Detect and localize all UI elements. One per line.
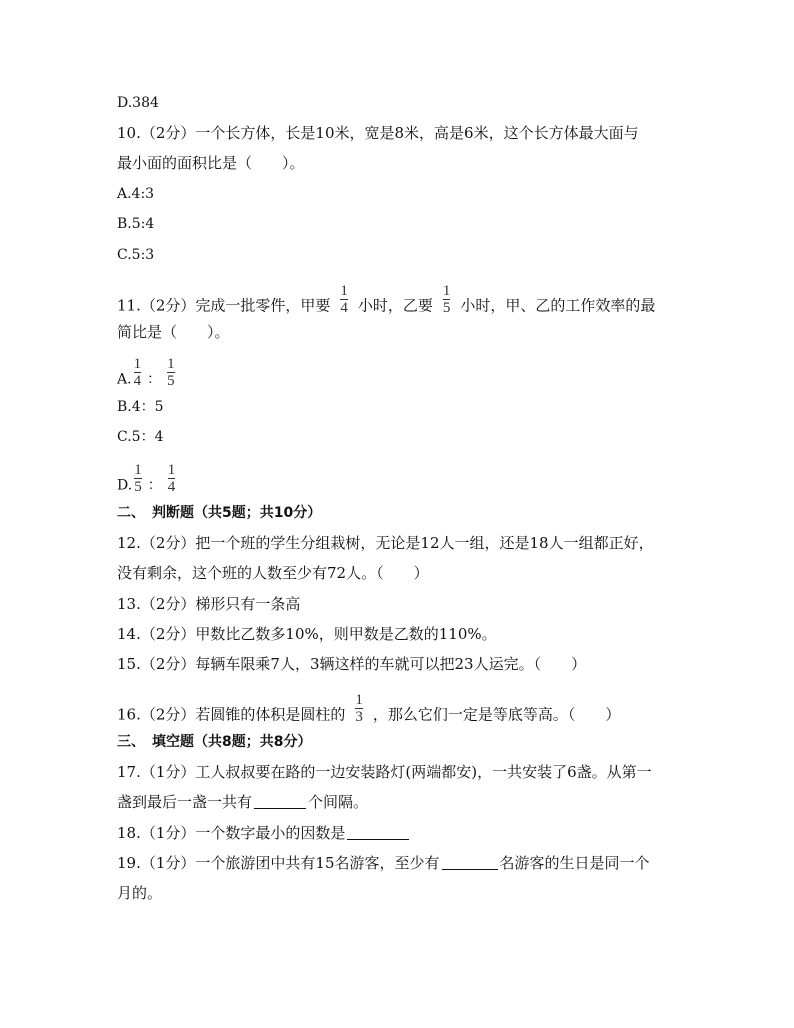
section-heading-judgment: 二、 判断题（共5题；共10分） xyxy=(117,505,322,521)
question-11-option-c: C.5：4 xyxy=(117,429,164,445)
section-heading-fill-in: 三、 填空题（共8题；共8分） xyxy=(117,734,312,750)
question-11-option-a: A. $\frac{1}{4}$ ： $\frac{1}{5}$ xyxy=(117,356,175,389)
question-11-text-b: 小时，乙要 xyxy=(357,296,433,315)
question-11-option-b: B.4：5 xyxy=(117,399,164,415)
question-10-option-a: A.4:3 xyxy=(117,186,155,202)
question-19-line2: 月的。 xyxy=(117,884,163,902)
question-17-line1: 17.（1分）工人叔叔要在路的一边安装路灯(两端都安)，一共安装了6盏。从第一 xyxy=(117,763,652,781)
question-10-option-c: C.5:3 xyxy=(117,247,155,263)
question-11-line1 xyxy=(117,283,656,322)
question-10-option-b: B.5:4 xyxy=(117,216,155,232)
question-11-text-c: 小时，甲、乙的工作效率的最 xyxy=(460,296,656,315)
question-18: 18.（1分）一个数字最小的因数是 xyxy=(117,823,411,843)
fraction-one-quarter: $\frac{1}{4}$ xyxy=(340,283,348,316)
question-13: 13.（2分）梯形只有一条高 xyxy=(117,595,301,613)
question-11-option-d: D. $\frac{1}{5}$ ： $\frac{1}{4}$ xyxy=(117,462,176,495)
fraction-one-fifth: $\frac{1}{5}$ xyxy=(442,283,451,316)
answer-blank[interactable] xyxy=(442,855,498,870)
question-10-line1: 10.（2分）一个长方体，长是10米，宽是8米，高是6米，这个长方体最大面与 xyxy=(117,124,639,142)
question-15: 15.（2分）每辆车限乘7人，3辆这样的车就可以把23人运完。（ ） xyxy=(117,655,587,673)
question-19-line1: 19.（1分）一个旅游团中共有15名游客，至少有 名游客的生日是同一个 xyxy=(117,854,650,872)
fraction-one-quarter: $\frac{1}{4}$ xyxy=(133,356,142,389)
answer-blank[interactable] xyxy=(254,794,306,809)
fraction-one-fifth: $\frac{1}{5}$ xyxy=(134,462,142,495)
question-12-line2: 没有剩余，这个班的人数至少有72人。（ ） xyxy=(117,564,429,582)
question-17-line2: 盏到最后一盏一共有 个间隔。 xyxy=(117,793,369,811)
question-11-text-a: 11.（2分）完成一批零件，甲要 xyxy=(117,296,331,315)
question-10-line2: 最小面的面积比是（ ）。 xyxy=(117,154,305,172)
question-16: 16.（2分）若圆锥的体积是圆柱的 $\frac{1}{3}$ ，那么它们一定是等底等高。（ ） xyxy=(117,692,621,725)
question-14: 14.（2分）甲数比乙数多10%，则甲数是乙数的110%。 xyxy=(117,625,497,643)
option-d-384: D.384 xyxy=(117,95,159,111)
answer-blank[interactable] xyxy=(347,825,409,840)
fraction-one-quarter: $\frac{1}{4}$ xyxy=(167,462,176,495)
question-12-line1: 12.（2分）把一个班的学生分组栽树，无论是12人一组，还是18人一组都正好， xyxy=(117,534,654,552)
fraction-one-third: $\frac{1}{3}$ xyxy=(355,692,363,725)
question-11-line2: 简比是（ ）。 xyxy=(117,323,230,341)
fraction-one-fifth: $\frac{1}{5}$ xyxy=(167,356,175,389)
